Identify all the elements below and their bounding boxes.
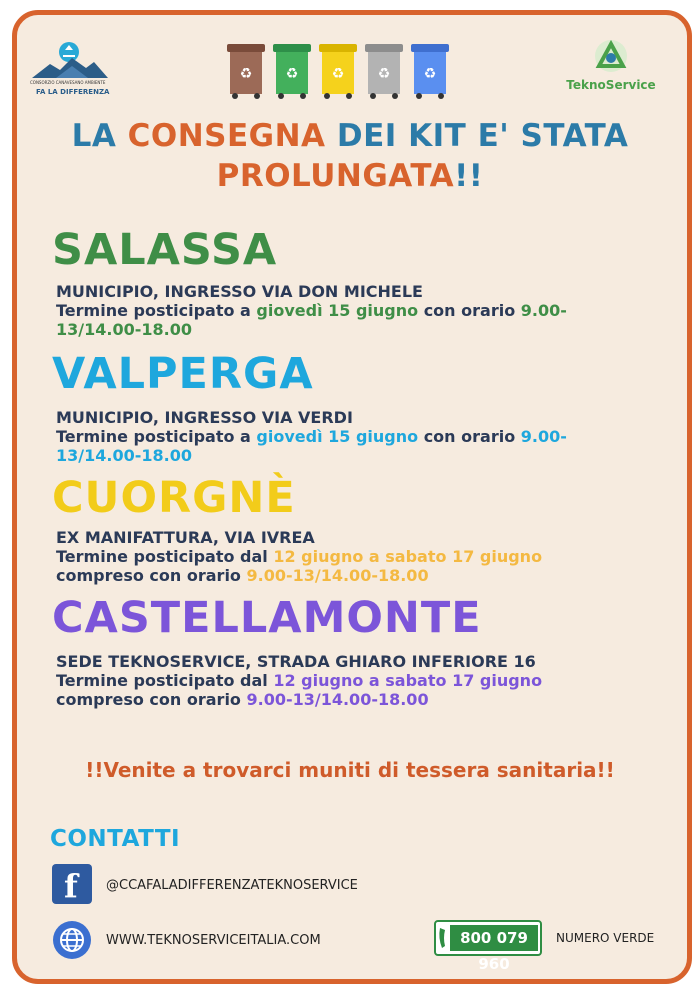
hours-label: compreso con orario: [56, 566, 247, 585]
town-valperga: VALPERGA: [52, 349, 314, 399]
globe-icon[interactable]: [52, 920, 92, 960]
place: EX MANIFATTURA, VIA IVREA: [56, 528, 315, 547]
teknoservice-logo-text: TeknoService: [566, 78, 656, 92]
term-text: Termine posticipato dal: [56, 547, 274, 566]
hours: 9.00-13/14.00-18.00: [246, 566, 429, 585]
date: 12 giugno a sabato 17 giugno: [273, 547, 543, 566]
recycling-bin-icon: [226, 42, 266, 100]
hours-label: compreso con orario: [56, 690, 247, 709]
hours: 13/14.00-18.00: [56, 446, 192, 465]
town-castellamonte: CASTELLAMONTE: [52, 593, 482, 643]
place: SEDE TEKNOSERVICE, STRADA GHIARO INFERIORE 16: [56, 652, 536, 671]
recycling-bin-icon: [364, 42, 404, 100]
date: giovedì 15 giugno: [256, 427, 419, 446]
town-salassa: SALASSA: [52, 225, 278, 275]
svg-text:♻: ♻: [239, 66, 253, 82]
teknoservice-logo: [565, 38, 657, 98]
location-info-salassa: [56, 282, 636, 339]
recycling-bin-icon: [318, 42, 358, 100]
headline: [0, 116, 700, 196]
hours-label: con orario: [418, 301, 521, 320]
town-cuorgne: CUORGNÈ: [52, 473, 296, 523]
headline-part: CONSEGNA: [127, 118, 326, 154]
facebook-link[interactable]: @CCAFALADIFFERENZATEKNOSERVICE: [106, 878, 358, 893]
hours-label: con orario: [418, 427, 521, 446]
location-info-castellamonte: [56, 652, 636, 709]
hours: 9.00-13/14.00-18.00: [246, 690, 429, 709]
website-link[interactable]: WWW.TEKNOSERVICEITALIA.COM: [106, 933, 321, 948]
contacts-title: CONTATTI: [50, 826, 181, 852]
svg-text:♻: ♻: [423, 66, 437, 82]
svg-text:♻: ♻: [331, 66, 345, 82]
headline-part: DEI KIT E' STATA: [325, 118, 629, 154]
phone-icon: [438, 924, 448, 952]
recycling-bin-icon: [410, 42, 450, 100]
sanitary-card-note: !!Venite a trovarci muniti di tessera sanitaria!!: [85, 758, 615, 782]
recycle-icon: [28, 38, 110, 80]
recycling-bin-icon: [272, 42, 312, 100]
term-text: Termine posticipato a: [56, 301, 257, 320]
logo-text: FA LA DIFFERENZA: [36, 88, 110, 96]
date: 12 giugno a sabato 17 giugno: [273, 671, 543, 690]
term-text: Termine posticipato a: [56, 427, 257, 446]
logo-subtext: CONSORZIO CANAVESANO AMBIENTE: [30, 80, 106, 85]
headline-part: LA: [71, 118, 128, 154]
term-text: Termine posticipato dal: [56, 671, 274, 690]
date: giovedì 15 giugno: [256, 301, 419, 320]
hours: 9.00-: [520, 427, 567, 446]
place: MUNICIPIO, INGRESSO VIA DON MICHELE: [56, 282, 423, 301]
svg-text:♻: ♻: [377, 66, 391, 82]
place: MUNICIPIO, INGRESSO VIA VERDI: [56, 408, 353, 427]
recycle-triangle-icon: [565, 38, 657, 78]
headline-part: PROLUNGATA: [216, 158, 455, 194]
location-info-valperga: [56, 408, 636, 465]
facebook-icon[interactable]: f: [52, 864, 92, 904]
toll-free-label: NUMERO VERDE: [556, 931, 655, 945]
svg-text:♻: ♻: [285, 66, 299, 82]
toll-free-badge[interactable]: [434, 920, 542, 973]
hours: 13/14.00-18.00: [56, 320, 192, 339]
fa-la-differenza-logo: [28, 38, 110, 100]
headline-part: !!: [454, 158, 484, 194]
phone-number: 800 079 960: [450, 925, 538, 951]
hours: 9.00-: [520, 301, 567, 320]
location-info-cuorgne: [56, 528, 636, 585]
